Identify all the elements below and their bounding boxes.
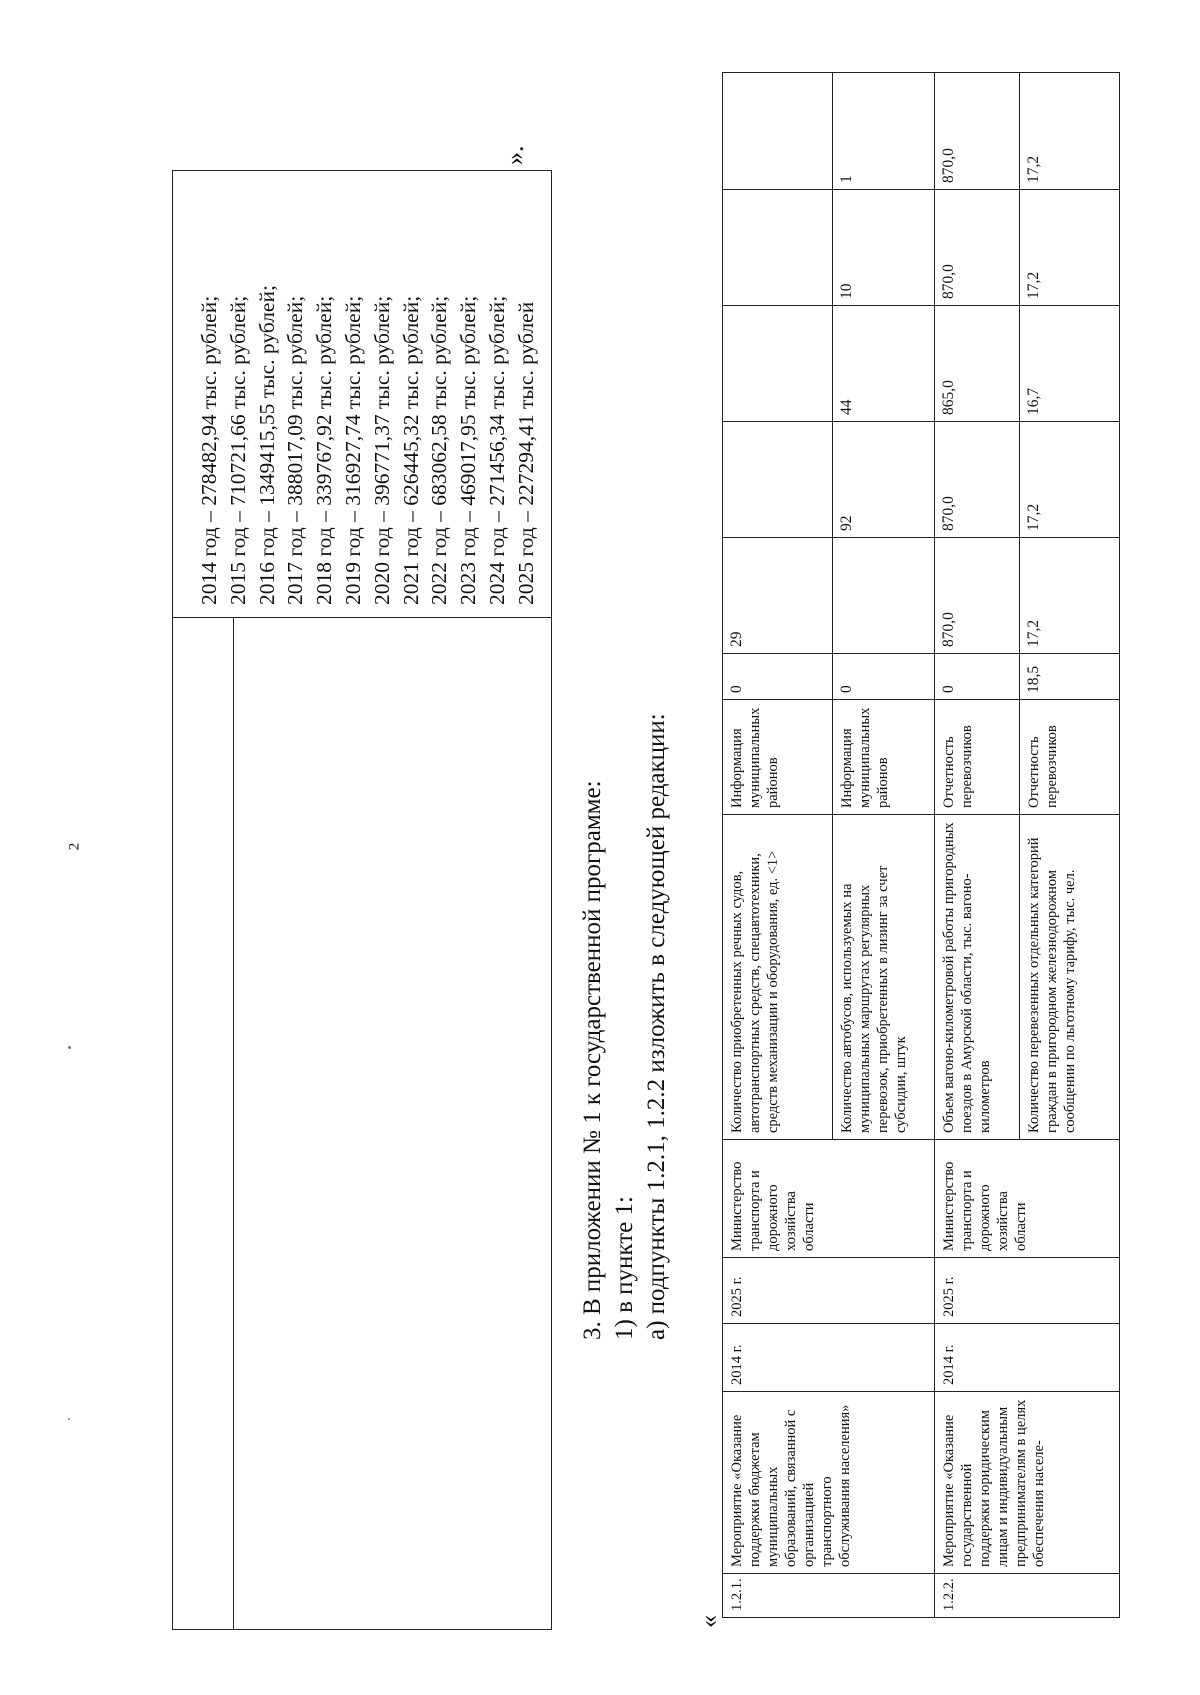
closing-quote: ».: [500, 145, 529, 165]
indicator-base: 18,5: [1020, 654, 1120, 700]
executor: Министерство транспорта и дорожного хозяйства области: [935, 1140, 1120, 1258]
indicator-name: Количество автобусов, используемых на муниципальных маршрутах регулярных перевозок, приобретенных в лизинг за счет субсидии, штук: [833, 815, 935, 1140]
amendment-text: [577, 713, 673, 1340]
indicator-source: Отчетность перевозчиков: [1020, 700, 1120, 815]
end-year: 2025 г.: [723, 1258, 935, 1324]
indicator-name: Объем вагоно-километровой работы пригородных поездов в Амурской области, тыс. вагоно-километров: [935, 815, 1020, 1140]
measure-name: Мероприятие «Оказание государственной поддержки юридическим лицам и индивидуальным предпринимателям в целях обеспечения населе-: [935, 1392, 1120, 1574]
indicator-value: 1: [833, 73, 935, 190]
end-year: 2025 г.: [935, 1258, 1120, 1324]
indicator-value: 29: [723, 538, 833, 654]
indicator-value: [723, 73, 833, 190]
table-row: [935, 73, 1020, 1618]
indicator-value: 17,2: [1020, 73, 1120, 190]
funding-table: [172, 170, 552, 1630]
indicator-name: Количество приобретенных речных судов, автотранспортных средств, спецавтотехники, средств механизации и оборудования, ед. <1>: [723, 815, 833, 1140]
indicator-value: 92: [833, 422, 935, 538]
indicator-value: [723, 190, 833, 306]
funding-line: 2017 год – 388017,09 тыс. рублей;: [283, 295, 308, 605]
indicators-table: [722, 72, 1120, 1618]
indicator-value: 17,2: [1020, 422, 1120, 538]
indicator-value: 865,0: [935, 306, 1020, 422]
indicator-base: 0: [833, 654, 935, 700]
start-year: 2014 г.: [935, 1324, 1120, 1392]
indicator-source: Информация муниципальных районов: [723, 700, 833, 815]
indicator-source: Информация муниципальных районов: [833, 700, 935, 815]
indicator-value: 17,2: [1020, 190, 1120, 306]
executor: Министерство транспорта и дорожного хозяйства области: [723, 1140, 935, 1258]
page-number: 2: [66, 842, 83, 851]
indicator-value: 17,2: [1020, 538, 1120, 654]
amendment-line-1: 3. В приложении № 1 к государственной программе:: [579, 780, 606, 1340]
indicator-value: 44: [833, 306, 935, 422]
indicator-value: 16,7: [1020, 306, 1120, 422]
funding-line: 2023 год – 469017,95 тыс. рублей;: [456, 295, 481, 605]
rotated-page-content: [62, 70, 1172, 1630]
funding-line: 2019 год – 316927,74 тыс. рублей;: [340, 295, 365, 605]
indicator-base: 0: [723, 654, 833, 700]
funding-line: 2020 год – 396771,37 тыс. рублей;: [369, 295, 394, 605]
indicator-name: Количество перевезенных отдельных категорий граждан в пригородном железнодорожном сообщении по льготному тарифу, тыс. чел.: [1020, 815, 1120, 1140]
funding-line: 2015 год – 710721,66 тыс. рублей;: [225, 295, 250, 605]
funding-line: 2022 год – 683062,58 тыс. рублей;: [427, 295, 452, 605]
funding-table-row-divider: [233, 618, 234, 1629]
indicator-value: 870,0: [935, 538, 1020, 654]
indicator-value: 870,0: [935, 73, 1020, 190]
funding-table-left-column: [173, 617, 551, 1629]
indicator-base: 0: [935, 654, 1020, 700]
indicator-source: Отчетность перевозчиков: [935, 700, 1020, 815]
funding-line: 2024 год – 271456,34 тыс. рублей;: [484, 295, 509, 605]
opening-quote: «: [694, 1615, 723, 1628]
indicator-value: [833, 538, 935, 654]
indicator-value: 870,0: [935, 190, 1020, 306]
amendment-line-3: а) подпункты 1.2.1, 1.2.2 изложить в следующей редакции:: [643, 713, 670, 1340]
funding-line: 2016 год – 1349415,55 тыс. рублей;: [254, 285, 279, 605]
funding-line: 2014 год – 278482,94 тыс. рублей;: [197, 295, 221, 605]
row-number: 1.2.2.: [935, 1574, 1120, 1618]
indicator-value: 10: [833, 190, 935, 306]
indicator-value: [723, 306, 833, 422]
row-number: 1.2.1.: [723, 1574, 935, 1618]
table-row: [723, 73, 833, 1618]
funding-line: 2018 год – 339767,92 тыс. рублей;: [312, 295, 337, 605]
indicator-value: 870,0: [935, 422, 1020, 538]
amendment-line-2: 1) в пункте 1:: [611, 1196, 638, 1340]
funding-line: 2025 год – 227294,41 тыс. рублей: [513, 301, 538, 605]
funding-line: 2021 год – 626445,32 тыс. рублей;: [398, 295, 423, 605]
funding-by-year-list: [195, 285, 541, 605]
indicator-value: [723, 422, 833, 538]
measure-name: Мероприятие «Оказание поддержки бюджетам муниципальных образований, связанной с организацией транспортного обслуживания населения»: [723, 1392, 935, 1574]
start-year: 2014 г.: [723, 1324, 935, 1392]
